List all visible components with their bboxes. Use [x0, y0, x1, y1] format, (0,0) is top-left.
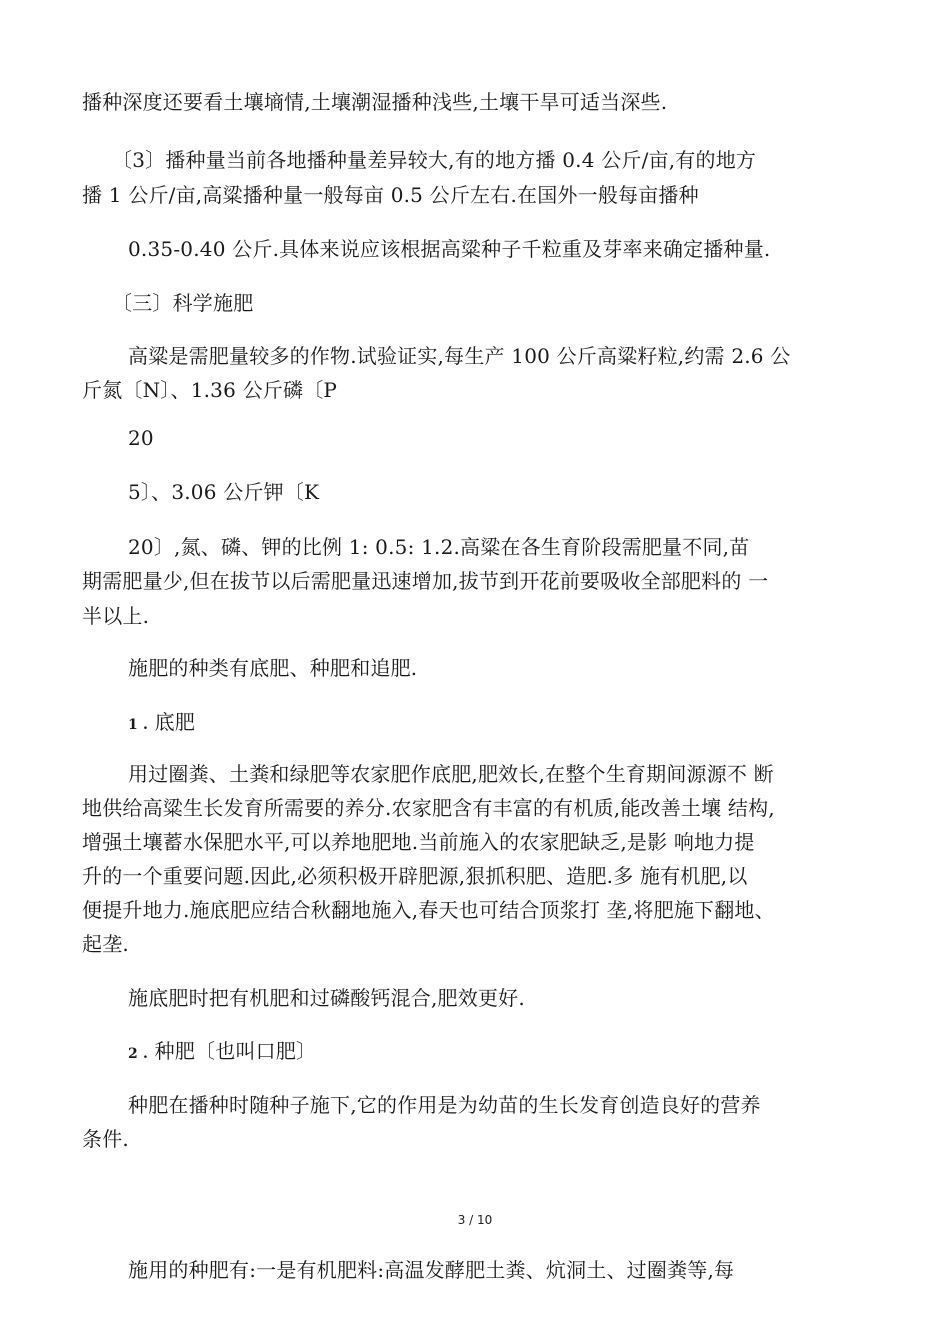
text-line: 增强土壤蓄水保肥水平,可以养地肥地.当前施入的农家肥缺乏,是影 响地力提 [82, 830, 755, 854]
text-line: 起垄. [82, 932, 129, 956]
text-line: 便提升地力.施底肥应结合秋翻地施入,春天也可结合顶浆打 垄,将肥施下翻地、 [82, 898, 775, 922]
text-line: 5〕、3.06 公斤钾〔K [128, 480, 320, 504]
text-line: 〔3〕播种量当前各地播种量差异较大,有的地方播 0.4 公斤/亩,有的地方 [112, 148, 757, 172]
subsection-title: 种肥〔也叫口肥〕 [154, 1039, 317, 1063]
text-line: 播 1 公斤/亩,高粱播种量一般每亩 0.5 公斤左右.在国外一般每亩播种 [82, 183, 699, 207]
text-line: 0.35-0.40 公斤.具体来说应该根据高粱种子千粒重及芽率来确定播种量. [128, 237, 771, 261]
list-number: 1 . [128, 717, 149, 733]
text-line: 20〕,氮、磷、钾的比例 1: 0.5: 1.2.高粱在各生育阶段需肥量不同,苗 [128, 535, 750, 559]
subsection-title: 底肥 [154, 710, 196, 734]
text-line: 用过圈粪、土粪和绿肥等农家肥作底肥,肥效长,在整个生育期间源源不 断 [128, 762, 774, 786]
subscript-fragment: 20 [128, 426, 154, 450]
text-line: 播种深度还要看土壤墒情,土壤潮湿播种浅些,土壤干旱可适当深些. [82, 90, 668, 114]
text-line: 斤氮〔N〕、1.36 公斤磷〔P [82, 378, 338, 402]
page-number: 3 / 10 [457, 1213, 493, 1227]
text-line: 高粱是需肥量较多的作物.试验证实,每生产 100 公斤高粱籽粒,约需 2.6 公 [128, 344, 791, 368]
text-line: 升的一个重要问题.因此,必须积极开辟肥源,狠抓积肥、造肥.多 施有机肥,以 [82, 864, 748, 888]
text-line: 施底肥时把有机肥和过磷酸钙混合,肥效更好. [128, 986, 525, 1010]
section-heading: 〔三〕科学施肥 [112, 291, 254, 315]
text-line: 施肥的种类有底肥、种肥和追肥. [128, 656, 418, 680]
text-line: 种肥在播种时随种子施下,它的作用是为幼苗的生长发育创造良好的营养 [128, 1093, 761, 1117]
subsection-heading [0, 1035, 950, 1070]
subsection-heading [0, 706, 950, 741]
text-line: 期需肥量少,但在拔节以后需肥量迅速增加,拔节到开花前要吸收全部肥料的 一 [82, 569, 769, 593]
text-line: 地供给高粱生长发育所需要的养分.农家肥含有丰富的有机质,能改善土壤 结构, [82, 796, 775, 820]
text-line: 施用的种肥有:一是有机肥料:高温发酵肥土粪、炕洞土、过圈粪等,每 [128, 1258, 735, 1282]
text-line: 半以上. [82, 604, 150, 628]
text-line: 条件. [82, 1127, 129, 1151]
list-number: 2 . [128, 1046, 149, 1062]
